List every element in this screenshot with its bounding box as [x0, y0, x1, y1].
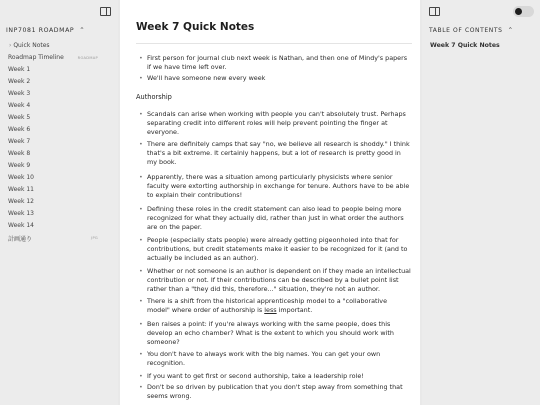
- list-item: • First person for journal club next week is Nathan, and then one of Mindy's papers if we have time left over.: [147, 54, 411, 72]
- sidebar-item-label: Week 13: [8, 210, 34, 217]
- sidebar-item-week-9[interactable]: [8, 162, 30, 169]
- list-item: • You don't have to always work with the big names. You can get your own recognition.: [147, 350, 411, 368]
- chevron-updown-icon: ⌃: [79, 26, 86, 35]
- toggle-knob: [515, 8, 522, 15]
- file-type-badge: ROADMAP: [77, 56, 98, 60]
- sidebar-item-label: Week 12: [8, 198, 34, 205]
- sidebar-toggle-icon[interactable]: [100, 7, 111, 16]
- sidebar-item-week-6[interactable]: [8, 126, 30, 133]
- sidebar-item-week-10[interactable]: [8, 174, 34, 181]
- list-item: • If you want to get first or second authorship, take a leadership role!: [147, 372, 411, 381]
- list-item-text: important.: [276, 306, 313, 315]
- sidebar-item-label: Roadmap Timeline: [8, 54, 64, 61]
- sidebar-item-week-4[interactable]: [8, 102, 30, 109]
- sidebar-item-week-5[interactable]: [8, 114, 30, 121]
- sidebar-item-roadmap-timeline[interactable]: [8, 54, 108, 61]
- sidebar-item-label: Week 7: [8, 138, 31, 145]
- vault-switcher[interactable]: [6, 27, 85, 34]
- sidebar-item-quick-notes[interactable]: [9, 42, 50, 49]
- sidebar-item-week-2[interactable]: [8, 78, 30, 85]
- sidebar-item-week-13[interactable]: [8, 210, 34, 217]
- sidebar-item-label: Week 2: [8, 78, 31, 85]
- list-item: • Ben raises a point: if you're always working with the same people, does this develop an echo chamber? What is the extent to which you should work with someone?: [147, 320, 411, 348]
- sidebar-item-label: Week 5: [8, 114, 31, 121]
- toc-header: [429, 27, 514, 34]
- list-item: • There are definitely camps that say "no, we believe all research is shoddy." I think that's a bit extreme. It certainly happens, but a lot of research is pretty good in my book.: [147, 140, 411, 168]
- sidebar-item-week-14[interactable]: [8, 222, 34, 229]
- note-editor[interactable]: [120, 0, 420, 405]
- vault-name: INP7081 ROADMAP: [6, 27, 75, 34]
- chevron-right-icon: ›: [9, 42, 12, 49]
- dark-mode-toggle[interactable]: [513, 6, 534, 17]
- sidebar-item-label: Week 8: [8, 150, 31, 157]
- chevron-updown-icon[interactable]: ⌃: [507, 26, 514, 35]
- list-item: • Don't be so driven by publication that you don't step away from something that seems wrong.: [147, 383, 411, 401]
- list-item: • We'll have someone new every week: [147, 74, 411, 83]
- page-title: Week 7 Quick Notes: [136, 21, 255, 33]
- sidebar-item-week-1[interactable]: [8, 66, 30, 73]
- left-sidebar: [0, 0, 118, 405]
- sidebar-item-label: 計画通り: [8, 236, 33, 243]
- sidebar-item-image[interactable]: [8, 234, 108, 243]
- list-item: • People (especially stats people) were already getting pigeonholed into that for contributions, but credit statements make it easier to be recognized for it (and to actually be included as an author).: [147, 236, 411, 264]
- section-heading: Authorship: [136, 93, 172, 101]
- divider: [136, 43, 412, 44]
- sidebar-item-week-11[interactable]: [8, 186, 34, 193]
- sidebar-item-label: Week 10: [8, 174, 34, 181]
- sidebar-item-label: Quick Notes: [13, 42, 50, 49]
- file-type-badge: JPG: [91, 236, 98, 240]
- sidebar-item-label: Week 3: [8, 90, 31, 97]
- sidebar-item-label: Week 11: [8, 186, 34, 193]
- list-item: • Apparently, there was a situation among particularly physicists where senior faculty were extorting authorship in exchange for tenure. Authors have to be able to explain their contributions!: [147, 173, 411, 201]
- sidebar-item-label: Week 6: [8, 126, 31, 133]
- sidebar-item-week-7[interactable]: [8, 138, 30, 145]
- list-item-text: There is a shift from the historical apprenticeship model to a "collaborative model" where order of authorship is: [147, 297, 388, 315]
- list-item: [147, 297, 411, 315]
- list-item: • Defining these roles in the credit statement can also lead to people being more recognized for what they actually did, rather than just in what order the authors are on the paper.: [147, 205, 411, 233]
- sidebar-item-label: Week 1: [8, 66, 31, 73]
- list-item: • Whether or not someone is an author is dependent on if they made an intellectual contribution or not. If their contributions can be described by a bullet point list rather than a "they did this, therefore..." situation, they're not an author.: [147, 267, 411, 295]
- sidebar-item-week-8[interactable]: [8, 150, 30, 157]
- toc-heading: TABLE OF CONTENTS: [429, 27, 503, 34]
- sidebar-item-label: Week 9: [8, 162, 31, 169]
- underlined-word: less: [264, 306, 277, 315]
- list-item: • Scandals can arise when working with people you can't absolutely trust. Perhaps separating credit into different roles will help prevent pointing the finger at everyone.: [147, 110, 411, 138]
- toc-item[interactable]: Week 7 Quick Notes: [430, 42, 500, 49]
- sidebar-item-week-3[interactable]: [8, 90, 30, 97]
- sidebar-toggle-icon[interactable]: [429, 7, 440, 16]
- sidebar-item-week-12[interactable]: [8, 198, 34, 205]
- sidebar-item-label: Week 4: [8, 102, 31, 109]
- right-sidebar: [422, 0, 540, 405]
- sidebar-item-label: Week 14: [8, 222, 34, 229]
